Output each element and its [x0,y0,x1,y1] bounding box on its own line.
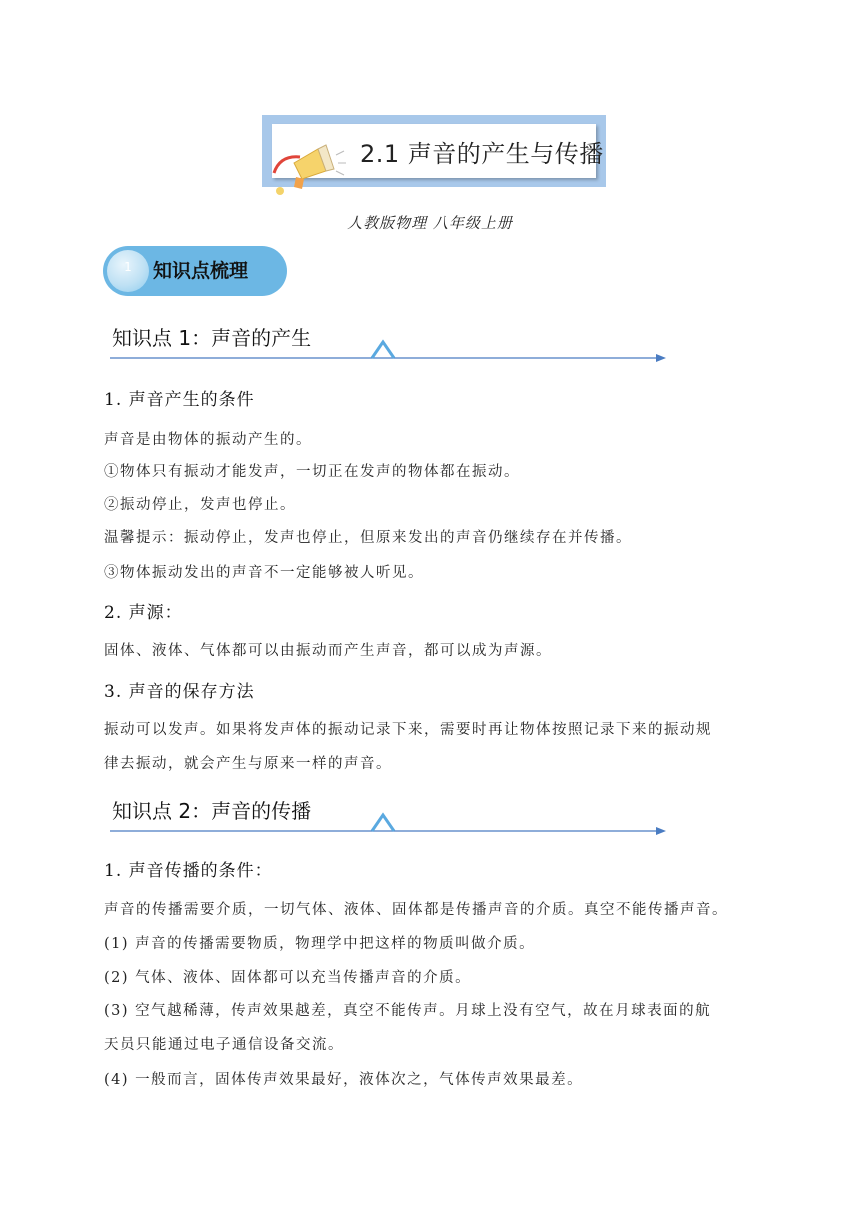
title-banner [262,115,606,187]
paragraph: 律去振动，就会产生与原来一样的声音。 [104,756,392,772]
section-label: 知识点梳理 [153,260,249,282]
paragraph: 天员只能通过电子通信设备交流。 [104,1037,344,1053]
paragraph: 振动可以发声。如果将发声体的振动记录下来，需要时再让物体按照记录下来的振动规 [104,722,712,738]
heading-sound-production-condition: 1. 声音产生的条件 [104,390,255,410]
heading-sound-source: 2. 声源： [104,603,183,623]
paragraph: 声音的传播需要介质，一切气体、液体、固体都是传播声音的介质。真空不能传播声音。 [104,902,728,918]
section-pill [103,246,287,296]
paragraph: 声音是由物体的振动产生的。 [104,432,312,448]
paragraph: 温馨提示：振动停止，发声也停止，但原来发出的声音仍继续存在并传播。 [104,530,632,546]
knowledge-point-2-title: 知识点 2：声音的传播 [112,799,312,823]
paragraph: ②振动停止，发声也停止。 [104,497,296,513]
paragraph: 固体、液体、气体都可以由振动而产生声音，都可以成为声源。 [104,643,552,659]
paragraph: ③物体振动发出的声音不一定能够被人听见。 [104,565,424,581]
paragraph: (3) 空气越稀薄，传声效果越差，真空不能传声。月球上没有空气，故在月球表面的航 [104,1003,712,1019]
knowledge-point-1-title: 知识点 1：声音的产生 [112,326,312,350]
header-arrow-line [110,322,670,366]
section-number: 1 [124,260,132,274]
megaphone-icon [266,133,346,197]
section-number-badge [107,250,149,292]
subtitle: 人教版物理 八年级上册 [347,214,513,232]
paragraph: (4) 一般而言，固体传声效果最好，液体次之，气体传声效果最差。 [104,1072,584,1088]
heading-sound-preservation: 3. 声音的保存方法 [104,682,255,702]
paragraph: (2) 气体、液体、固体都可以充当传播声音的介质。 [104,970,472,986]
paragraph: (1) 声音的传播需要物质，物理学中把这样的物质叫做介质。 [104,936,536,952]
header-arrow-line [110,795,670,839]
knowledge-point-1-header [110,322,670,362]
heading-sound-propagation-condition: 1. 声音传播的条件： [104,861,273,881]
knowledge-point-2-header [110,795,670,835]
page-title: 2.1 声音的产生与传播 [360,140,604,168]
paragraph: ①物体只有振动才能发声，一切正在发声的物体都在振动。 [104,464,520,480]
